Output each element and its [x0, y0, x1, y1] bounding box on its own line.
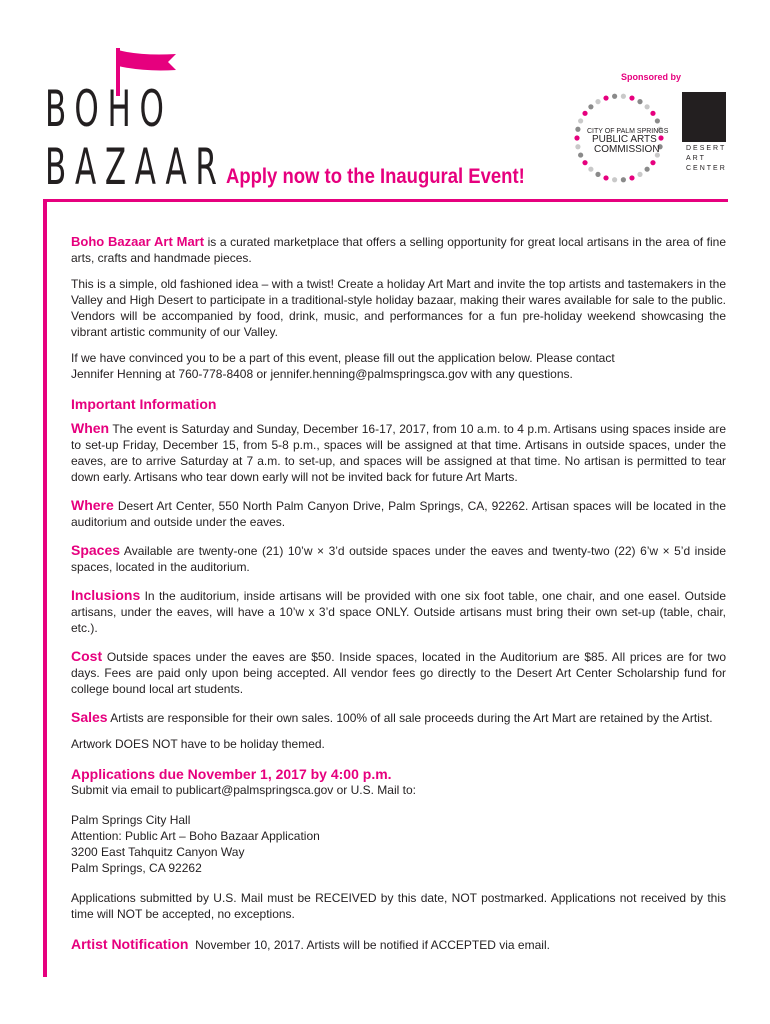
sponsored-by-label: Sponsored by: [621, 72, 682, 82]
intro-paragraph: [71, 234, 726, 266]
when-label: When: [71, 420, 110, 436]
ring-dot: [578, 118, 583, 123]
ring-dot: [650, 160, 655, 165]
mail-deadline-note: Applications submitted by U.S. Mail must be RECEIVED by this date, NOT postmarked. Applications not received by this time will NOT be accepted, no exceptions.: [71, 891, 726, 921]
ring-dot: [645, 104, 650, 109]
where-paragraph: [71, 497, 726, 530]
important-info-heading: Important Information: [71, 396, 217, 412]
inclusions-label: Inclusions: [71, 587, 141, 603]
logo-text-bazaar: BAZAAR: [45, 138, 226, 196]
frame-top-rule: [43, 199, 728, 202]
dac-wordmark: [686, 144, 730, 174]
ring-dot: [588, 167, 593, 172]
address-line-2: Attention: Public Art – Boho Bazaar Application: [71, 829, 320, 843]
applications-deadline-heading: Applications due November 1, 2017 by 4:00 p.m.: [71, 766, 392, 782]
ring-dot: [595, 99, 600, 104]
dac-logo-mark: [682, 92, 726, 142]
ring-dot: [637, 172, 642, 177]
sales-paragraph: [71, 709, 726, 726]
sales-text: Artists are responsible for their own sales. 100% of all sale proceeds during the Art Mart are retained by the Artist.: [107, 711, 713, 725]
contact-line-2: Jennifer Henning at 760-778-8408 or jennifer.henning@palmspringsca.gov with any questions.: [71, 367, 573, 381]
ring-dot: [574, 135, 579, 140]
artist-notification-label: Artist Notification: [71, 936, 189, 952]
ring-dot: [645, 167, 650, 172]
ring-dot: [582, 111, 587, 116]
dac-line-1: DESERT: [686, 145, 727, 152]
cost-label: Cost: [71, 648, 103, 664]
intro-lead: Boho Bazaar Art Mart: [71, 234, 205, 249]
address-line-4: Palm Springs, CA 92262: [71, 861, 202, 875]
artist-notification-paragraph: [71, 936, 726, 953]
logo-text-boho: BOHO: [45, 80, 173, 138]
cost-paragraph: [71, 648, 726, 697]
ring-dot: [603, 175, 608, 180]
holiday-theme-note: Artwork DOES NOT have to be holiday themed.: [71, 737, 325, 751]
ring-dot: [621, 94, 626, 99]
dac-line-3: CENTER: [686, 165, 727, 172]
ring-dot: [612, 177, 617, 182]
when-paragraph: [71, 420, 726, 485]
ring-dot: [575, 127, 580, 132]
ring-dot: [582, 160, 587, 165]
ring-dot: [629, 175, 634, 180]
artist-notification-text: November 10, 2017. Artists will be notified if ACCEPTED via email.: [195, 938, 550, 952]
ring-dot: [575, 144, 580, 149]
sales-label: Sales: [71, 709, 108, 725]
spaces-text: Available are twenty-one (21) 10’w × 3’d outside spaces under the eaves and twenty-two (22) 6’w × 5’d inside spaces, located in the auditorium.: [71, 544, 726, 574]
ring-dot: [637, 99, 642, 104]
ring-dot: [595, 172, 600, 177]
ring-dot: [658, 135, 663, 140]
inclusions-paragraph: [71, 587, 726, 636]
spaces-paragraph: [71, 542, 726, 575]
commission-city-label: CITY OF PALM SPRINGS: [587, 128, 669, 135]
inclusions-text: In the auditorium, inside artisans will be provided with one six foot table, one chair, and one easel. Outside artisans, under the eaves, will have a 10’w x 3’d space ONLY. Outside artisans must bring their own set-up (table, chair, etc.).: [71, 589, 726, 635]
commission-name-line2: COMMISSION: [594, 144, 660, 155]
ring-dot: [588, 104, 593, 109]
ring-dot: [612, 94, 617, 99]
address-line-3: 3200 East Tahquitz Canyon Way: [71, 845, 245, 859]
intro-paragraph-2: This is a simple, old fashioned idea – with a twist! Create a holiday Art Mart and invite the top artists and tastemakers in the Valley and High Desert to participate in a traditional-style holiday bazaar, making their wares available for sale to the public. Vendors will be accompanied by food, drink, music, and performances for a fun pre-holiday weekend showcasing the vibrant artistic community of our Valley.: [71, 277, 726, 339]
submit-instructions: Submit via email to publicart@palmspringsca.gov or U.S. Mail to:: [71, 783, 416, 797]
page-headline: Apply now to the Inaugural Event!: [226, 165, 525, 188]
intro-text: is a curated marketplace that offers a selling opportunity for great local artisans in the area of fine arts, crafts and handmade pieces.: [71, 235, 726, 265]
spaces-label: Spaces: [71, 542, 121, 558]
ring-dot: [578, 152, 583, 157]
when-text: The event is Saturday and Sunday, December 16-17, 2017, from 10 a.m. to 4 p.m. Artisans using spaces inside are to set-up Friday, December 15, from 5-8 p.m., spaces will be assigned at that time. Artisans in outside spaces, under the eaves, are to arrive Saturday at 7 a.m. to set-up, and spaces will be assigned at that time. No artisan is permitted to tear down early. Artisans who tear down early will not be invited back for future Art Marts.: [71, 422, 726, 484]
document-body: [71, 234, 726, 953]
ring-dot: [621, 177, 626, 182]
commission-name-line1: PUBLIC ARTS: [592, 134, 657, 145]
contact-line-1: If we have convinced you to be a part of this event, please fill out the application below. Please contact: [71, 351, 615, 365]
ring-dot: [629, 95, 634, 100]
ring-dot: [650, 111, 655, 116]
where-label: Where: [71, 497, 114, 513]
ring-dot: [603, 95, 608, 100]
ring-dot: [655, 118, 660, 123]
where-text: Desert Art Center, 550 North Palm Canyon Drive, Palm Springs, CA, 92262. Artisan spaces will be located in the auditorium and outside under the eaves.: [71, 499, 726, 529]
frame-left-rule: [43, 199, 47, 977]
address-line-1: Palm Springs City Hall: [71, 813, 191, 827]
dac-line-2: ART: [686, 155, 706, 162]
cost-text: Outside spaces under the eaves are $50. Inside spaces, located in the Auditorium are $85. All prices are for two days. Fees are paid only upon being accepted. All vendor fees go directly to the Desert Art Center Scholarship fund for college bound local art students.: [71, 650, 726, 696]
